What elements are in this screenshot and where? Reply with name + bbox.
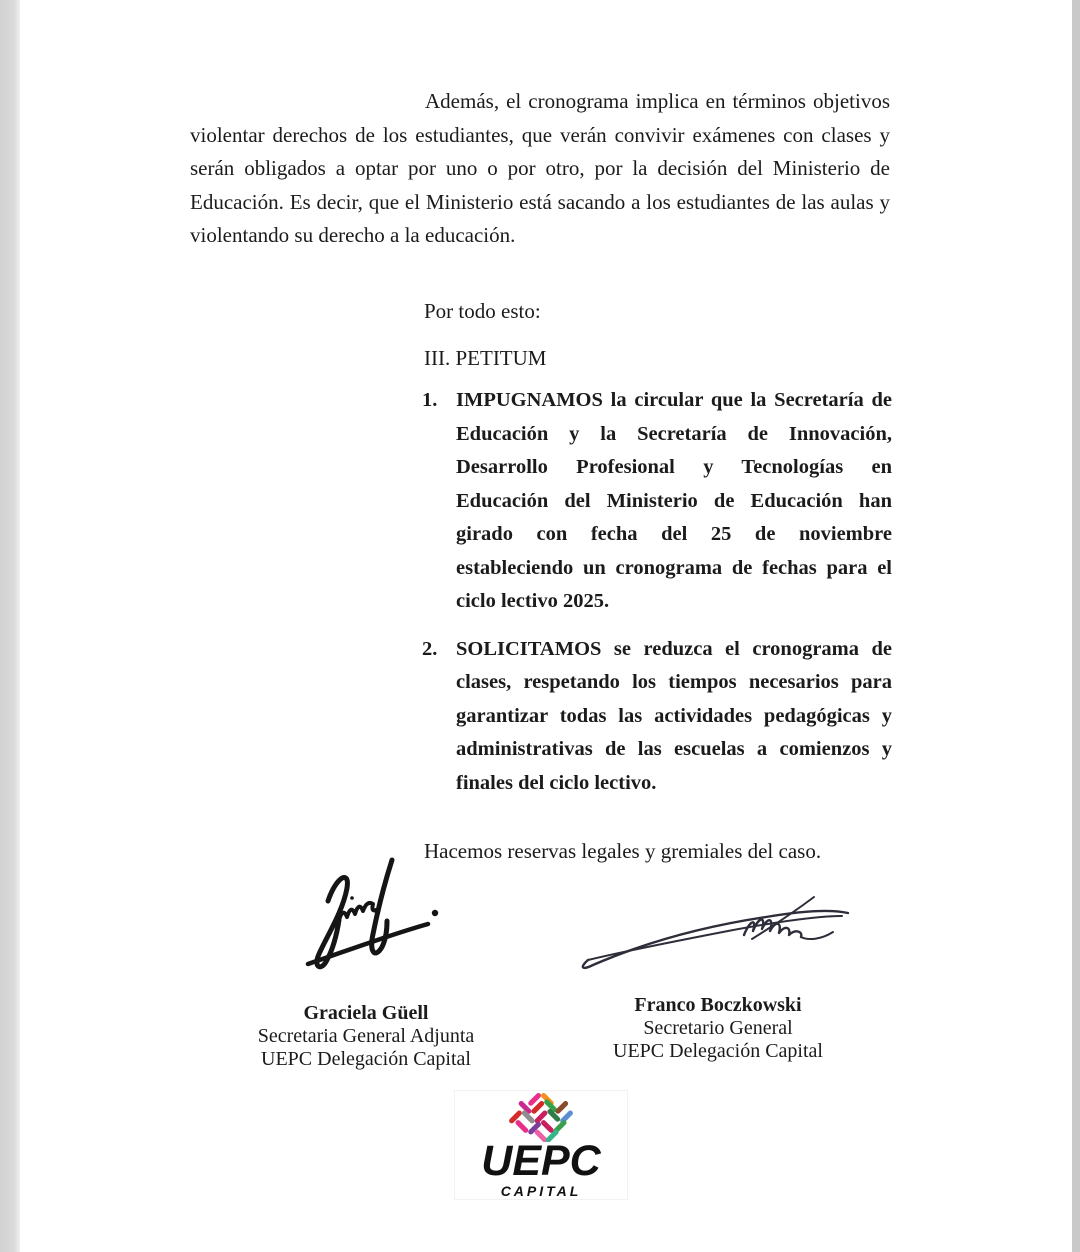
scan-edge-left xyxy=(0,0,20,1252)
signatory-right-org: UEPC Delegación Capital xyxy=(613,1040,823,1062)
signatory-left-name: Graciela Güell xyxy=(303,1002,429,1024)
franco-signature-strokes xyxy=(583,897,848,968)
signatory-left xyxy=(226,1002,506,1071)
signatory-left-org: UEPC Delegación Capital xyxy=(261,1048,471,1070)
petitum-item-2-number: 2. xyxy=(422,637,438,660)
closing-line: Hacemos reservas legales y gremiales del caso. xyxy=(424,839,822,863)
uepc-star-icon xyxy=(491,1093,591,1142)
petitum-item-1-text: IMPUGNAMOS la circular que la Secretaría de Educación y la Secretaría de Innovación, Desarrollo Profesional y Tecnologías en Educación del Ministerio de Educación han girado con fecha del 25 de noviembre estableciendo un cronograma de fechas para el ciclo lectivo 2025. xyxy=(456,389,892,612)
petitum-list xyxy=(422,384,892,814)
petitum-item-1-number: 1. xyxy=(422,389,438,411)
signatory-right xyxy=(578,994,858,1063)
petitum-item-2 xyxy=(422,633,892,801)
petitum-item-1 xyxy=(422,384,892,619)
franco-signature-image xyxy=(576,886,862,972)
uepc-logo xyxy=(454,1090,628,1200)
uepc-logo-acronym: UEPC xyxy=(481,1137,601,1186)
petitum-item-2-text: SOLICITAMOS se reduzca el cronograma de clases, respetando los tiempos necesarios para garantizar todas las actividades pedagógicas y administrativas de las escuelas a comienzos y finales del ciclo lectivo. xyxy=(456,637,892,794)
graciela-signature-strokes xyxy=(308,860,438,967)
signatory-right-title: Secretario General xyxy=(643,1017,793,1039)
signatory-right-name: Franco Boczkowski xyxy=(634,994,802,1016)
petitum-heading: III. PETITUM xyxy=(424,346,547,370)
por-todo-esto-line: Por todo esto: xyxy=(424,299,541,323)
graciela-signature-image xyxy=(294,843,444,988)
scan-edge-right xyxy=(1072,0,1080,1252)
uepc-logo-subtitle: CAPITAL xyxy=(500,1183,582,1199)
intro-paragraph: Además, el cronograma implica en términos objetivos violentar derechos de los estudiantes, que verán convivir exámenes con clases y serán obligados a optar por uno o por otro, por la decisión del Ministerio de Educación. Es decir, que el Ministerio está sacando a los estudiantes de las aulas y violentando su derecho a la educación. xyxy=(190,89,890,247)
signatory-left-title: Secretaria General Adjunta xyxy=(257,1025,475,1047)
